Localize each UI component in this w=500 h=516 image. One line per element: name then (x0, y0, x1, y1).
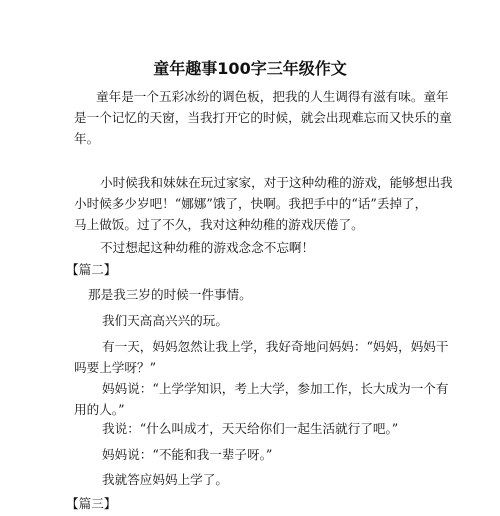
paragraph-line: 马上做饭。过了不久，我对这种幼稚的游戏厌倦了。 (74, 217, 364, 232)
paragraph-line: 童年是一个五彩冰纷的调色板，把我的人生调得有滋有味。童年 (96, 89, 449, 104)
section-heading-3: 【篇三】 (66, 496, 117, 511)
paragraph-line: 年。 (74, 131, 100, 146)
paragraph-line: 妈妈说：“不能和我一辈子呀。” (102, 447, 273, 462)
paragraph-line: 我们天高高兴兴的玩。 (102, 313, 228, 328)
paragraph (102, 418, 398, 439)
paragraph-line: 是一个记忆的天窗，当我打开它的时候，就会出现难忘而又快乐的童 (74, 110, 452, 125)
paragraph (74, 378, 448, 420)
paragraph-line: 那是我三岁的时候一件事情。 (88, 287, 252, 302)
paragraph-line: 小时候多少岁吧！“娜娜”饿了，快啊。我把手中的“话”丢掉了， (74, 196, 428, 211)
paragraph-line: 吗要上学呀？” (74, 360, 157, 375)
paragraph-intro (74, 86, 452, 149)
paragraph (102, 444, 272, 465)
paragraph-line: 用的人。” (74, 402, 125, 417)
paragraph-line: 不过想起这种幼稚的游戏念念不忘啊！ (100, 240, 315, 255)
paragraph-story (74, 172, 453, 235)
paragraph (102, 469, 228, 490)
paragraph-line: 妈妈说：“上学学知识，考上大学，参加工作，长大成为一个有 (102, 381, 449, 396)
paragraph-conclusion (100, 237, 314, 258)
paragraph-line: 我说：“什么叫成才，天天给你们一起生活就行了吧。” (102, 421, 399, 436)
section-heading-2: 【篇二】 (66, 262, 117, 277)
paragraph-line: 小时候我和妹妹在玩过家家，对于这种幼稚的游戏，能够想出我 (100, 175, 453, 190)
paragraph (88, 284, 252, 305)
paragraph (74, 336, 448, 378)
paragraph-line: 我就答应妈妈上学了。 (102, 472, 228, 487)
paragraph-line: 有一天，妈妈忽然让我上学，我好奇地问妈妈：“妈妈，妈妈干 (102, 339, 449, 354)
document-title: 童年趣事100字三年级作文 (153, 59, 347, 78)
paragraph (102, 310, 228, 331)
